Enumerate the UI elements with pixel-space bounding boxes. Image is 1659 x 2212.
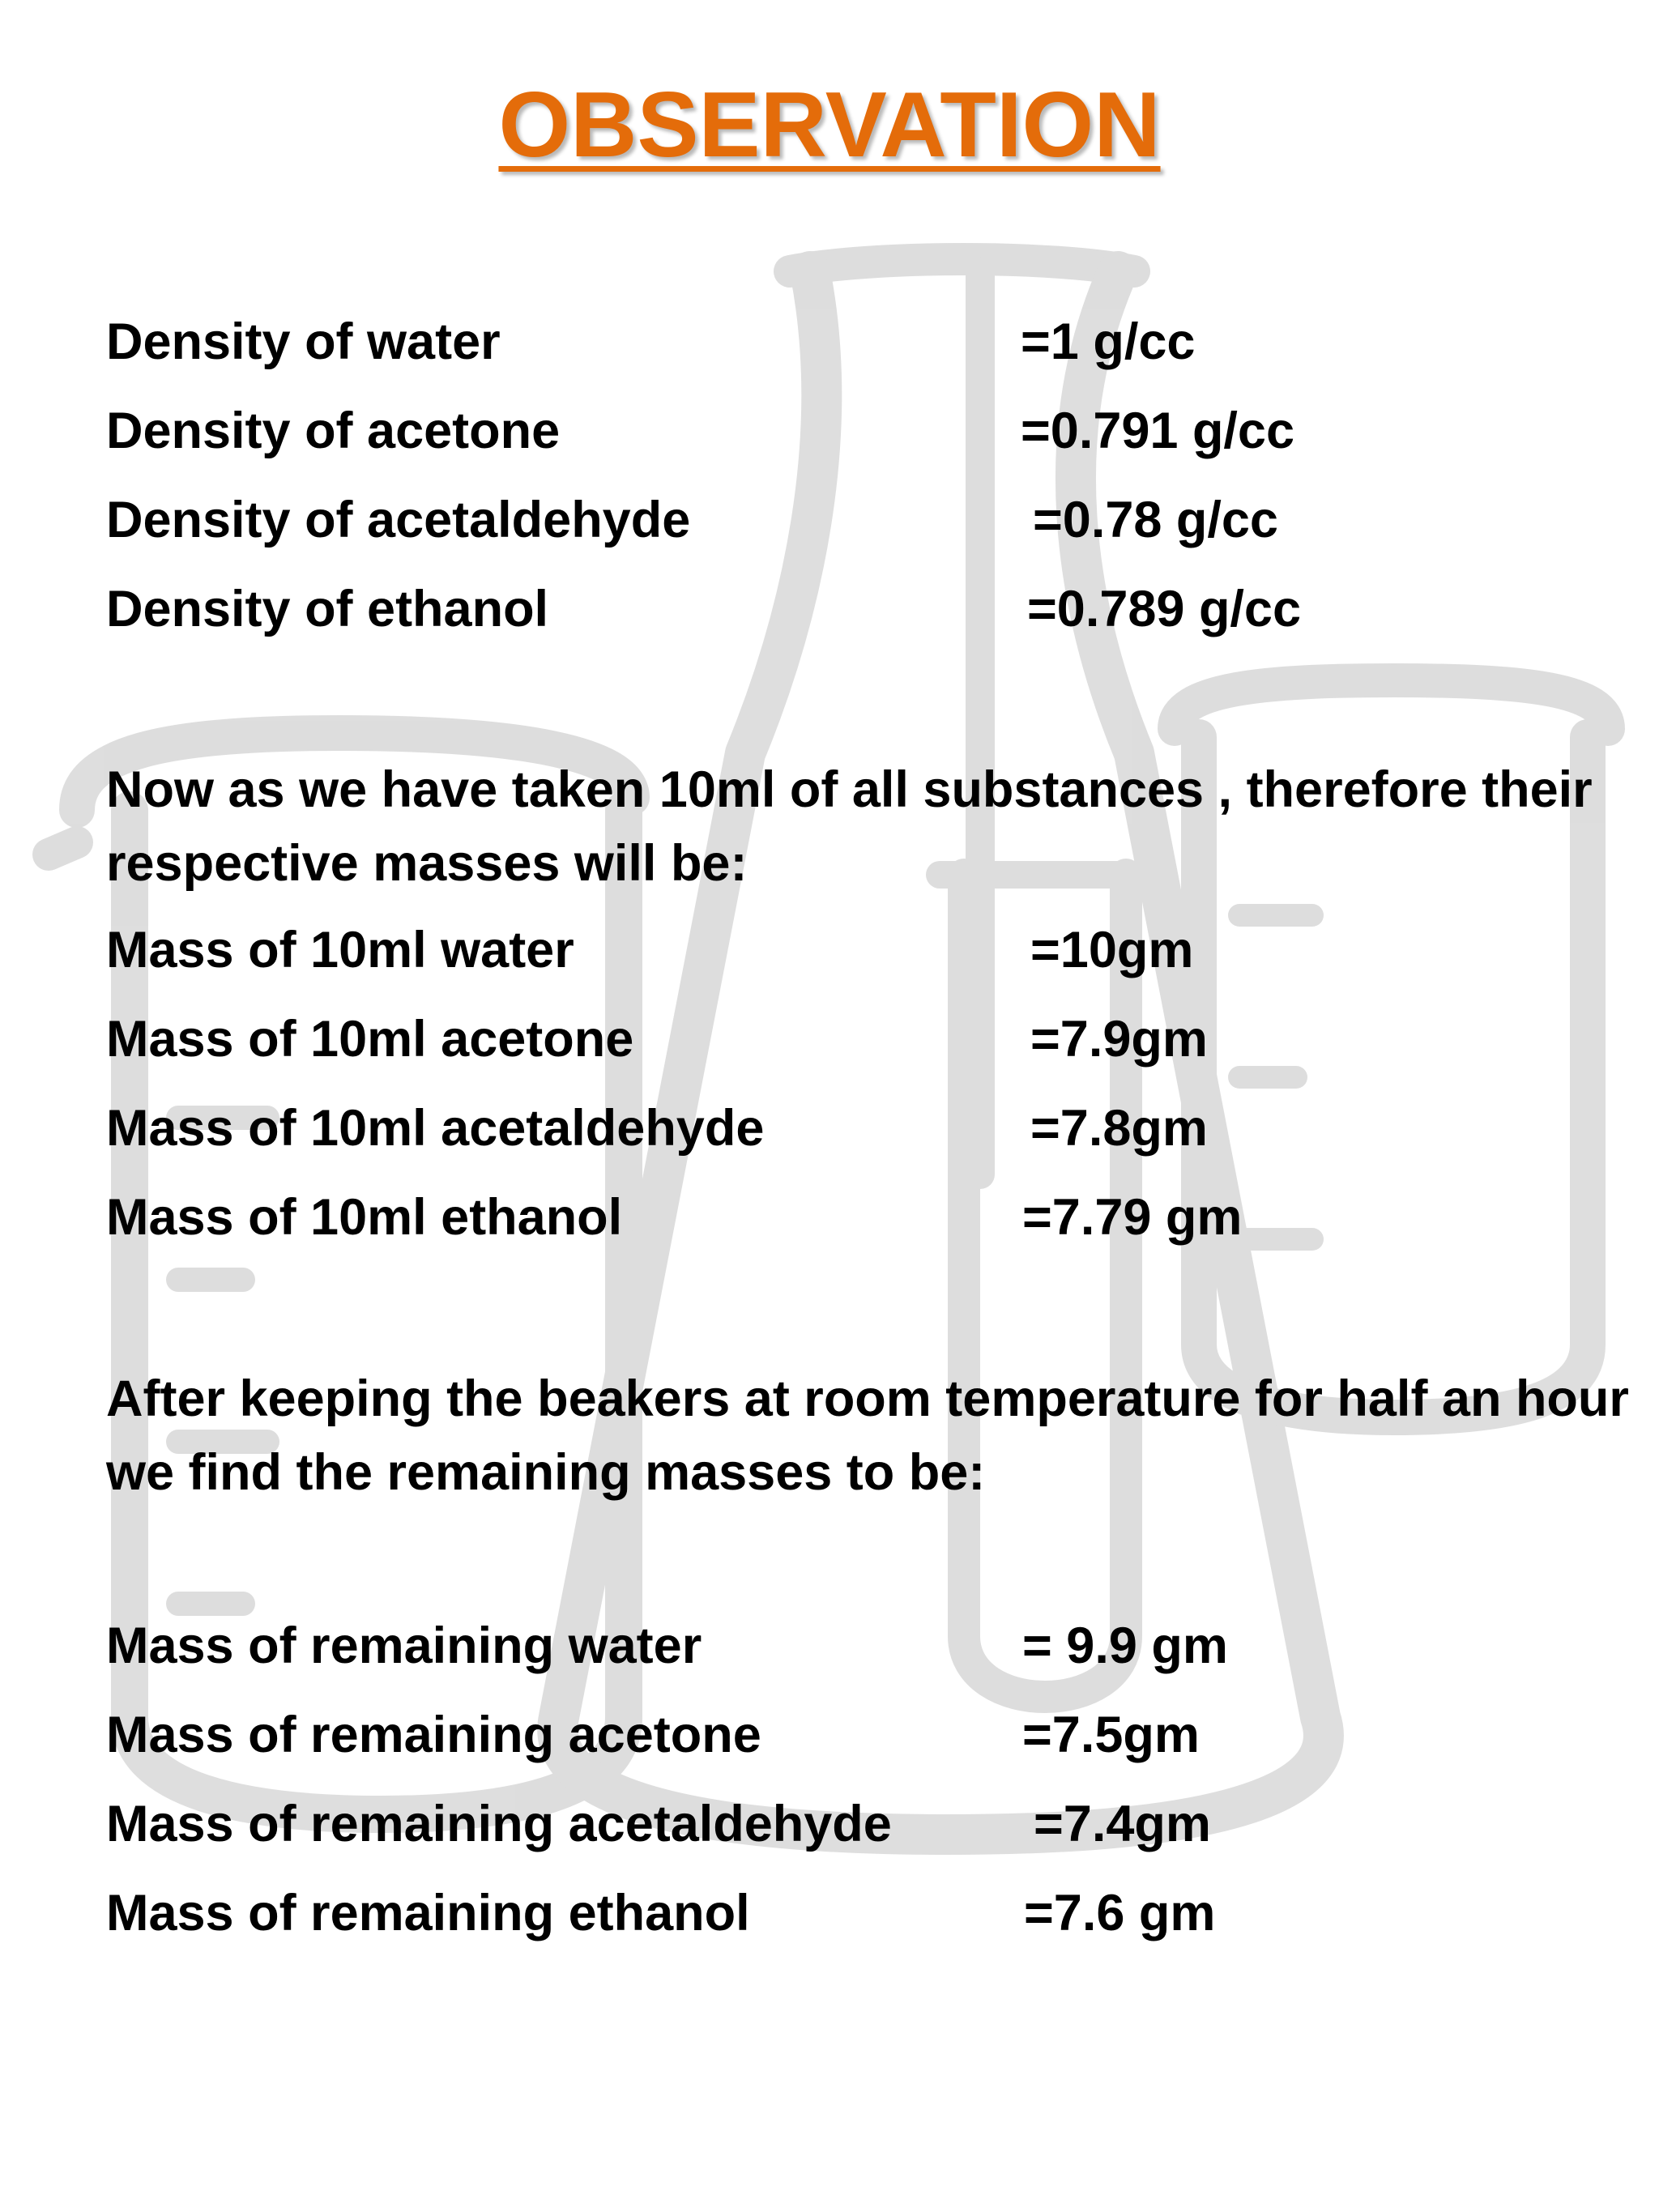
mass-label: Mass of 10ml water [106, 922, 574, 978]
mass-row-ethanol [0, 1185, 1659, 1250]
remaining-label: Mass of remaining acetaldehyde [106, 1796, 892, 1852]
intro-paragraph: Now as we have taken 10ml of all substances , therefore their respective masses will be: [106, 761, 1593, 892]
mass-value: =7.9gm [1030, 1011, 1208, 1068]
density-label: Density of acetaldehyde [106, 492, 691, 548]
remaining-label: Mass of remaining ethanol [106, 1885, 750, 1941]
mass-label: Mass of 10ml ethanol [106, 1189, 623, 1246]
density-row-acetaldehyde [0, 488, 1659, 552]
density-row-water [0, 309, 1659, 374]
remaining-row-water [0, 1613, 1659, 1678]
mass-value: =7.79 gm [1022, 1189, 1243, 1246]
remaining-row-ethanol [0, 1881, 1659, 1946]
density-value: =0.78 g/cc [1033, 492, 1278, 548]
remaining-label: Mass of remaining water [106, 1617, 702, 1674]
density-label: Density of ethanol [106, 581, 549, 637]
density-row-acetone [0, 399, 1659, 463]
after-paragraph: After keeping the beakers at room temperature for half an hour we find the remaining masses to be: [106, 1370, 1629, 1501]
density-value: =1 g/cc [1021, 313, 1196, 370]
density-value: =0.791 g/cc [1021, 403, 1295, 459]
mass-value: =7.8gm [1030, 1100, 1208, 1157]
mass-row-acetaldehyde [0, 1096, 1659, 1161]
density-row-ethanol [0, 577, 1659, 641]
mass-row-acetone [0, 1007, 1659, 1072]
density-label: Density of water [106, 313, 501, 370]
mass-row-water [0, 918, 1659, 982]
mass-label: Mass of 10ml acetaldehyde [106, 1100, 765, 1157]
remaining-value: =7.5gm [1022, 1707, 1200, 1763]
density-value: =0.789 g/cc [1027, 581, 1302, 637]
mass-value: =10gm [1030, 922, 1194, 978]
remaining-value: =7.6 gm [1024, 1885, 1216, 1941]
density-label: Density of acetone [106, 403, 561, 459]
remaining-value: = 9.9 gm [1022, 1617, 1228, 1674]
remaining-value: =7.4gm [1034, 1796, 1211, 1852]
remaining-row-acetaldehyde [0, 1792, 1659, 1856]
remaining-label: Mass of remaining acetone [106, 1707, 761, 1763]
page-title: OBSERVATION [498, 74, 1161, 177]
mass-label: Mass of 10ml acetone [106, 1011, 634, 1068]
remaining-row-acetone [0, 1703, 1659, 1767]
